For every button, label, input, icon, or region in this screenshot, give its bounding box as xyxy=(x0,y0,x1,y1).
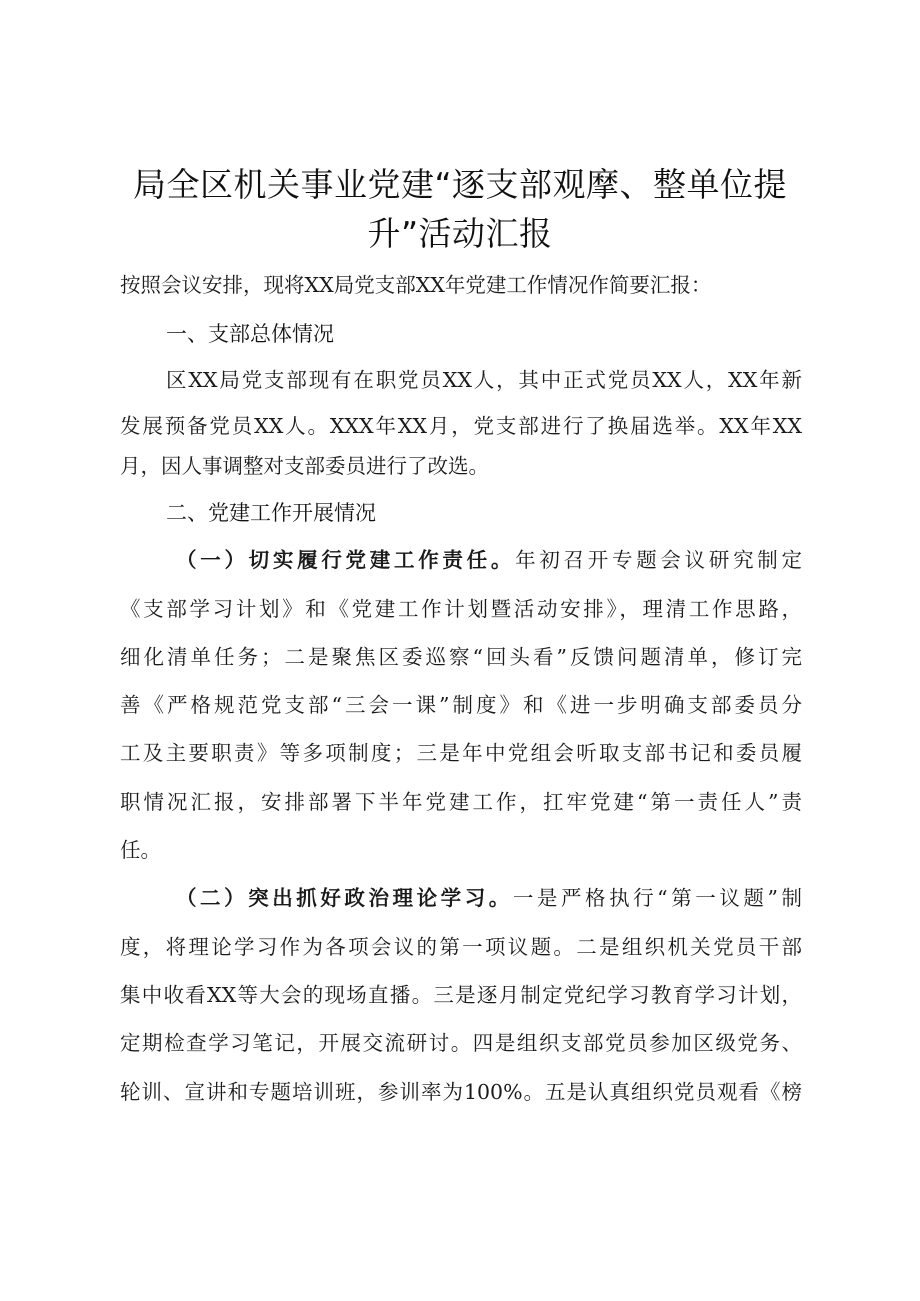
subsection-1-first-line xyxy=(176,544,802,576)
subsection-1-line-4: 工及主要职责》等多项制度；三是年中党组会听取支部书记和委员履 xyxy=(120,741,802,765)
subsection-2-lead: （二）突出抓好政治理论学习。 xyxy=(176,886,513,910)
subsection-2-line-2: 集中收看XX等大会的现场直播。三是逐月制定党纪学习教育学习计划， xyxy=(120,983,802,1007)
section-1-line-3: 月，因人事调整对支部委员进行了改选。 xyxy=(120,454,489,478)
subsection-2-line-1: 度，将理论学习作为各项会议的第一项议题。二是组织机关党员干部 xyxy=(120,935,802,959)
subsection-2-line-4: 轮训、宣讲和专题培训班，参训率为100%。五是认真组织党员观看《榜 xyxy=(120,1080,802,1104)
subsection-1-line-2: 细化清单任务；二是聚焦区委巡察“回头看”反馈问题清单，修订完 xyxy=(120,645,802,669)
subsection-1-line-1: 《支部学习计划》和《党建工作计划暨活动安排》，理清工作思路， xyxy=(120,597,802,621)
document-title-line-1: 局全区机关事业党建“逐支部观摩、整单位提 xyxy=(132,165,788,204)
section-1-line-1: 区XX局党支部现有在职党员XX人，其中正式党员XX人，XX年新 xyxy=(166,368,802,392)
intro-paragraph: 按照会议安排，现将XX局党支部XX年党建工作情况作简要汇报： xyxy=(120,273,712,297)
subsection-2-first-rest: 一是严格执行“第一议题”制 xyxy=(512,886,802,910)
subsection-1-line-5: 职情况汇报，安排部署下半年党建工作，扛牢党建“第一责任人”责 xyxy=(120,790,802,814)
subsection-1-line-6: 任。 xyxy=(120,838,161,862)
subsection-1-line-3: 善《严格规范党支部“三会一课”制度》和《进一步明确支部委员分 xyxy=(120,693,802,717)
section-1-heading: 一、支部总体情况 xyxy=(166,322,334,346)
subsection-2-first-line xyxy=(176,882,802,914)
document-title-line-2: 升”活动汇报 xyxy=(367,214,553,253)
section-1-line-2: 发展预备党员XX人。XXX年XX月，党支部进行了换届选举。XX年XX xyxy=(120,414,802,438)
subsection-1-first-rest: 年初召开专题会议研究制定 xyxy=(515,548,803,572)
section-2-heading: 二、党建工作开展情况 xyxy=(166,501,376,525)
subsection-1-lead: （一）切实履行党建工作责任。 xyxy=(176,548,516,572)
subsection-2-line-3: 定期检查学习笔记，开展交流研讨。四是组织支部党员参加区级党务、 xyxy=(120,1031,802,1055)
